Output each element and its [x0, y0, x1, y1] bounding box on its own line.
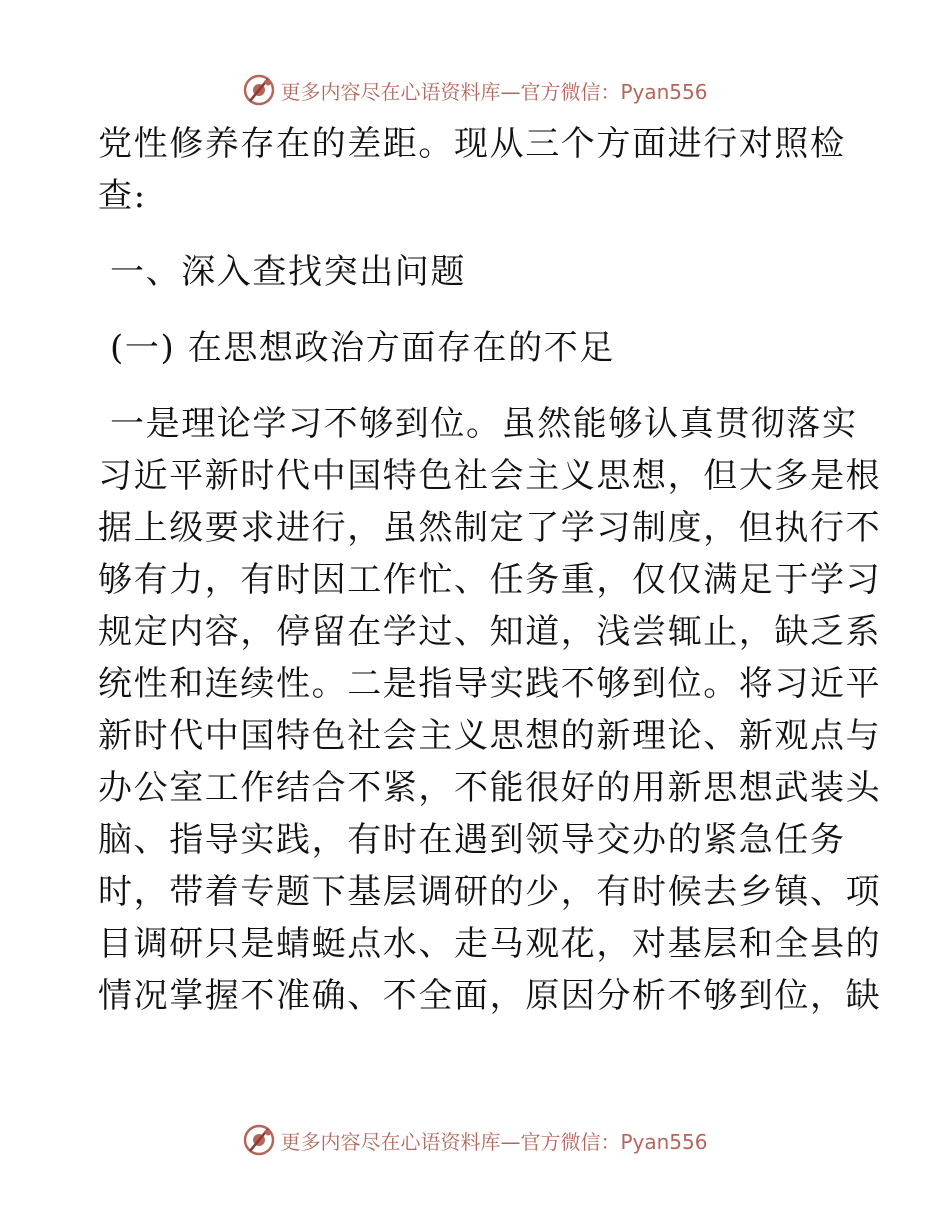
intro-line-2: 查: [98, 176, 147, 216]
paragraph-line-9: 脑、指导实践，有时在遇到领导交办的紧急任务 [98, 820, 846, 860]
intro-line-1: 党性修养存在的差距。现从三个方面进行对照检 [98, 124, 846, 164]
footer-watermark [0, 1120, 950, 1160]
paragraph-line-6: 统性和连续性。二是指导实践不够到位。将习近平 [98, 664, 882, 704]
paragraph-line-3: 据上级要求进行，虽然制定了学习制度，但执行不 [98, 508, 882, 548]
paragraph-line-8: 办公室工作结合不紧，不能很好的用新思想武装头 [98, 768, 882, 808]
header-watermark [0, 70, 950, 110]
paragraph-line-2: 习近平新时代中国特色社会主义思想，但大多是根 [98, 456, 882, 496]
paragraph-line-12: 情况掌握不准确、不全面，原因分析不够到位，缺 [98, 976, 882, 1016]
paragraph-line-10: 时，带着专题下基层调研的少，有时候去乡镇、项 [98, 872, 882, 912]
section-heading: 一、深入查找突出问题 [110, 252, 466, 292]
document-body [98, 118, 882, 1022]
paragraph-line-1: 一是理论学习不够到位。虽然能够认真贯彻落实 [110, 404, 858, 444]
feather-logo-icon [242, 1123, 276, 1157]
paragraph-line-5: 规定内容，停留在学过、知道，浅尝辄止，缺乏系 [98, 612, 882, 652]
subsection-heading: (一) 在思想政治方面存在的不足 [110, 328, 615, 368]
feather-logo-icon [242, 73, 276, 107]
paragraph-line-4: 够有力，有时因工作忙、任务重，仅仅满足于学习 [98, 560, 882, 600]
paragraph-line-7: 新时代中国特色社会主义思想的新理论、新观点与 [98, 716, 882, 756]
paragraph-line-11: 目调研只是蜻蜓点水、走马观花，对基层和全县的 [98, 924, 882, 964]
watermark-text: 更多内容尽在心语资料库—官方微信：Pyan556 [280, 1129, 708, 1154]
watermark-text: 更多内容尽在心语资料库—官方微信：Pyan556 [280, 79, 708, 104]
